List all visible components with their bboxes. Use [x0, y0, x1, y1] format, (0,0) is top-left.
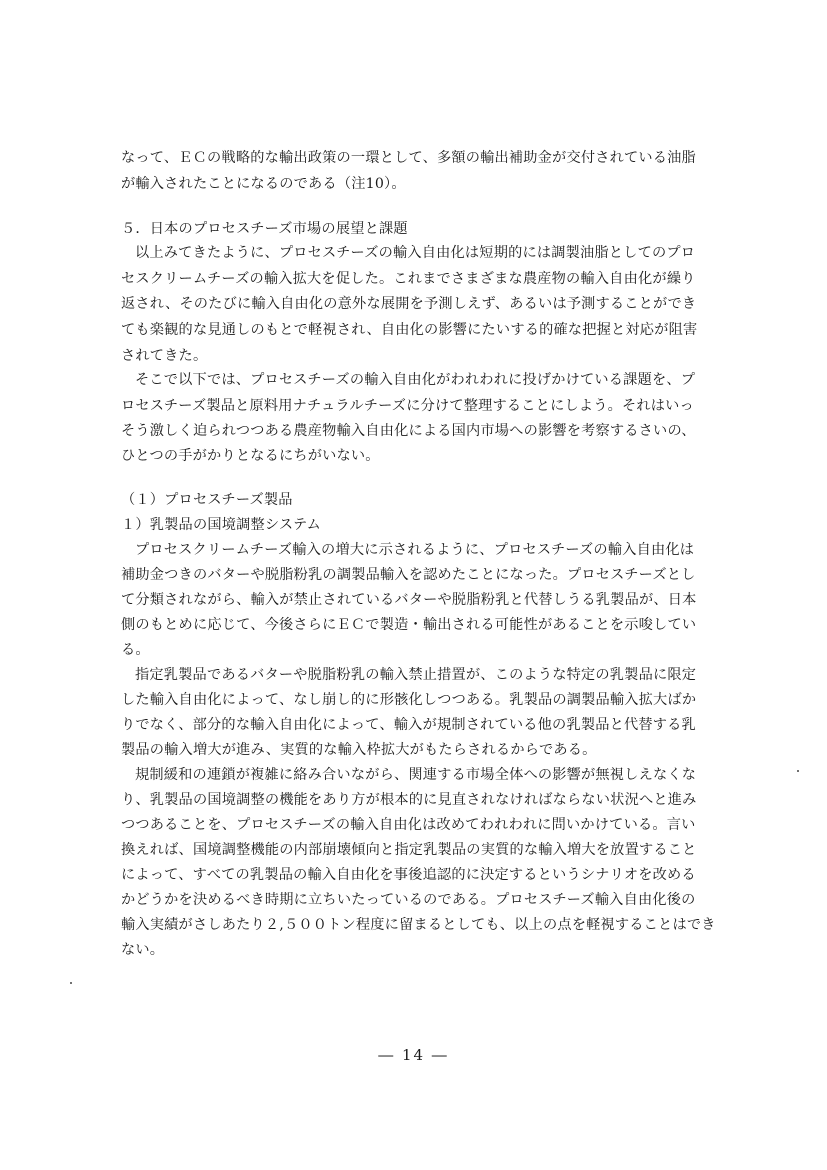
body-text-line: り、乳製品の国境調整の機能をあり方が根本的に見直されなければならない状況へと進み [121, 792, 697, 808]
body-text-line: セスクリームチーズの輸入拡大を促した。これまでさまざまな農産物の輸入自由化が繰り [121, 271, 696, 287]
body-text-line: 返され、そのたびに輸入自由化の意外な展開を予測しえず、あるいは予測することができ [121, 296, 697, 312]
paragraph-start-line: プロセスクリームチーズ輸入の増大に示されるように、プロセスチーズの輸入自由化は [135, 542, 695, 558]
body-text-line: が輸入されたことになるのである（注10）。 [121, 176, 406, 192]
body-text-line: りでなく、部分的な輸入自由化によって、輸入が規制されている他の乳製品と代替する乳 [121, 717, 696, 733]
body-text-line: て分類されながら、輸入が禁止されているバターや脱脂粉乳と代替しうる乳製品が、日本 [121, 592, 697, 608]
body-text-line: されてきた。 [121, 348, 208, 364]
paragraph-start-line: そこで以下では、プロセスチーズの輸入自由化がわれわれに投げかけている課題を、プ [135, 372, 696, 388]
body-text-line: ひとつの手がかりとなるにちがいない。 [121, 448, 380, 464]
scan-speck [797, 770, 799, 772]
body-text-line: かどうかを決めるべき時期に立ちいたっているのである。プロセスチーズ輸入自由化後の [121, 892, 696, 908]
subsubsection-heading: １）乳製品の国境調整システム [121, 517, 322, 533]
body-text-line: つつあることを、プロセスチーズの輸入自由化は改めてわれわれに問いかけている。言い [121, 817, 696, 833]
body-text-line: 輸入実績がさしあたり２,５００トン程度に留まるとしても、以上の点を軽視することはでき [121, 917, 716, 933]
paragraph-start-line: 規制緩和の連鎖が複雑に絡み合いながら、関連する市場全体への影響が無視しえなくな [135, 767, 697, 783]
body-text-line: なって、ＥＣの戦略的な輸出政策の一環として、多額の輸出補助金が交付されている油脂 [121, 150, 696, 166]
subsection-heading: （１）プロセスチーズ製品 [121, 492, 293, 508]
body-text-line: ても楽観的な見通しのもとで軽視され、自由化の影響にたいする的確な把握と対応が阻害 [121, 322, 698, 338]
body-text-line: 側のもとめに応じて、今後さらにＥＣで製造・輸出される可能性があることを示唆してい [121, 617, 697, 633]
body-text-line: ない。 [121, 942, 165, 958]
body-text-line: る。 [121, 642, 150, 658]
paragraph-start-line: 以上みてきたように、プロセスチーズの輸入自由化は短期的には調製油脂としてのプロ [135, 245, 696, 261]
body-text-line: した輸入自由化によって、なし崩し的に形骸化しつつある。乳製品の調製品輸入拡大ばか [121, 692, 697, 708]
body-text-line: 製品の輸入増大が進み、実質的な輸入枠拡大がもたらされるからである。 [121, 742, 597, 758]
body-text-line: によって、すべての乳製品の輸入自由化を事後追認的に決定するというシナリオを改める [121, 867, 696, 883]
section-heading: ５．日本のプロセスチーズ市場の展望と課題 [121, 221, 408, 237]
paragraph-start-line: 指定乳製品であるバターや脱脂粉乳の輸入禁止措置が、このような特定の乳製品に限定 [135, 667, 697, 683]
body-text-line: ロセスチーズ製品と原料用ナチュラルチーズに分けて整理することにしよう。それはいっ [121, 398, 694, 414]
page-number: ― 14 ― [378, 1046, 449, 1064]
body-text-line: 補助金つきのバターや脱脂粉乳の調製品輸入を認めたことになった。プロセスチーズとし [121, 567, 696, 583]
body-text-line: 換えれば、国境調整機能の内部崩壊傾向と指定乳製品の実質的な輸入増大を放置すること [121, 842, 697, 858]
body-text-line: そう激しく迫られつつある農産物輸入自由化による国内市場への影響を考察するさいの、 [121, 423, 696, 439]
scan-speck [70, 982, 72, 984]
